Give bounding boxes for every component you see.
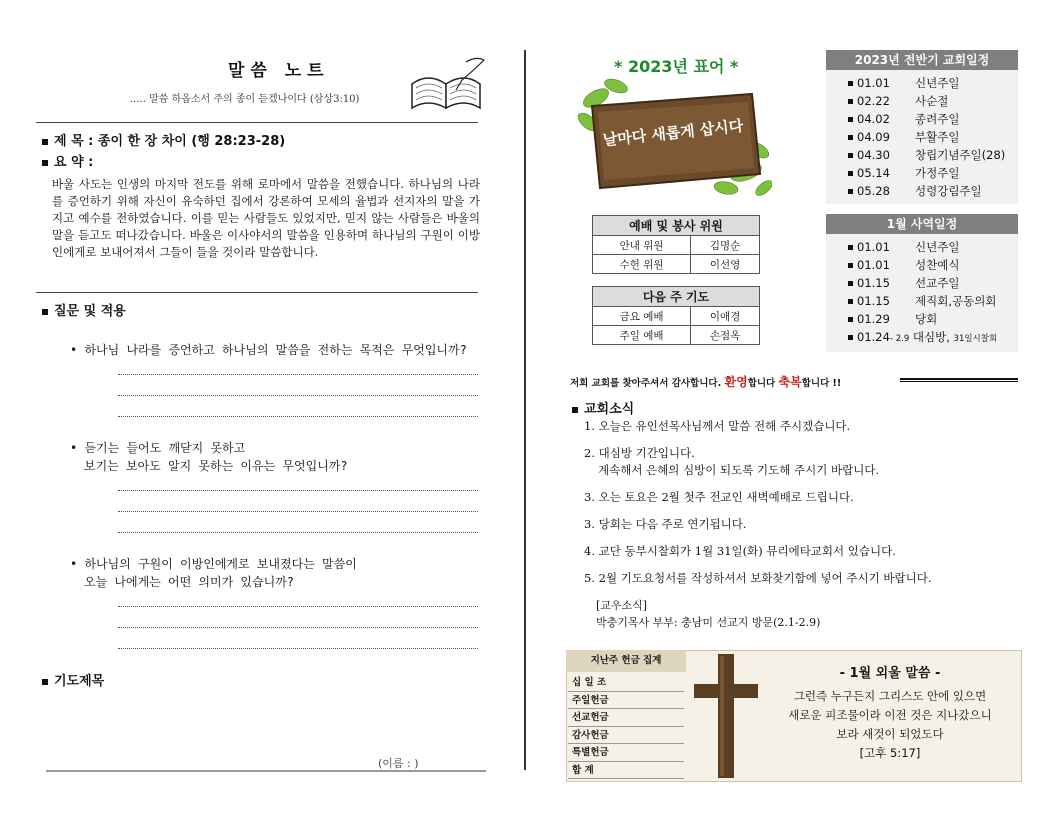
- memory-verse-title: - 1월 외울 말씀 -: [839, 666, 941, 681]
- role-cell: 수헌 위원: [593, 255, 691, 274]
- news-title-row: [572, 398, 634, 417]
- service-table-title: 예배 및 봉사 위원: [593, 216, 760, 236]
- name-cell: 김명순: [691, 236, 760, 255]
- motto-title: * 2023년 표어 *: [614, 57, 739, 76]
- question-2-line-2: 보기는 보아도 알지 못하는 이유는 무엇입니까?: [84, 459, 348, 473]
- memory-verse-line: 새로운 피조물이라 이전 것은 지나갔으니: [788, 708, 992, 722]
- memory-verse: [768, 664, 1012, 763]
- header-rule: [36, 122, 478, 123]
- name-cell: 손점옥: [691, 326, 760, 345]
- schedule-jan-panel: [826, 214, 1018, 352]
- answer-line[interactable]: [118, 627, 478, 628]
- sermon-note-title: 말씀 노트: [228, 61, 330, 81]
- prayer-table-title: 다음 주 기도: [593, 287, 760, 307]
- open-book-icon: [406, 54, 488, 116]
- schedule-jan-title: 1월 사역일정: [826, 214, 1018, 234]
- schedule-h1-panel: [826, 50, 1018, 204]
- bullet-square-icon: [42, 679, 48, 685]
- list-item: 5. 2월 기도요청서를 작성하셔서 보화찾기함에 넣어 주시기 바랍니다.: [584, 571, 932, 585]
- answer-line[interactable]: [118, 490, 478, 491]
- offering-list: [568, 674, 684, 779]
- memory-verse-ref: [고후 5:17]: [859, 746, 921, 760]
- answer-line[interactable]: [118, 374, 478, 375]
- list-item: 01.01 성찬예식: [848, 256, 1018, 274]
- list-item: 01.24- 2.9 대심방, 31일시찰회: [848, 328, 1018, 348]
- list-item: 2. 대심방 기간입니다.: [584, 446, 695, 460]
- prayer-label-row: [42, 670, 104, 689]
- bullet-square-icon: [42, 139, 48, 145]
- sermon-title-row: [42, 130, 285, 149]
- member-news: 박충기목사 부부: 충남미 선교지 방문(2.1-2.9): [596, 616, 821, 629]
- welcome-line: 저희 교회를 찾아주셔서 감사합니다. 환영합니다 축복합니다 !!: [570, 375, 842, 389]
- question-3-line-1: • 하나님의 구원이 이방인에게로 보내졌다는 말씀이: [70, 557, 357, 571]
- bullet-square-icon: [42, 309, 48, 315]
- bullet-icon: [848, 153, 853, 158]
- cross-icon: [690, 652, 762, 780]
- bless-word: 축복: [778, 375, 802, 389]
- sermon-note-verse: ..... 말씀 하옵소서 주의 종이 듣겠나이다 (삼상3:10): [130, 94, 360, 105]
- list-item: 04.30 창립기념주일(28): [848, 146, 1018, 164]
- welcome-rule: [900, 378, 1018, 382]
- bullet-icon: [848, 317, 853, 322]
- list-item: 감사헌금: [568, 727, 684, 745]
- prayer-table: [592, 286, 760, 345]
- bullet-icon: [848, 171, 853, 176]
- list-item: 01.01 신년주일: [848, 238, 1018, 256]
- page-divider: [524, 50, 526, 770]
- answer-line[interactable]: [118, 511, 478, 512]
- list-item: 02.22 사순절: [848, 92, 1018, 110]
- answer-line[interactable]: [118, 395, 478, 396]
- offering-title: 지난주 헌금 집계: [566, 650, 686, 672]
- list-item: 05.28 성령강림주일: [848, 182, 1018, 200]
- bullet-icon: [848, 335, 853, 340]
- schedule-h1-title: 2023년 전반기 교회일정: [826, 50, 1018, 70]
- list-item: 합 계: [568, 762, 684, 780]
- summary-label: 요 약 :: [54, 155, 94, 170]
- list-item: 01.29 당회: [848, 310, 1018, 328]
- bullet-icon: [848, 281, 853, 286]
- sermon-title: 제 목 : 종이 한 장 차이 (행 28:23-28): [54, 134, 286, 149]
- welcome-word: 환영: [724, 375, 748, 389]
- list-item: 01.01 신년주일: [848, 74, 1018, 92]
- name-field-label[interactable]: (이름 : ): [378, 757, 419, 770]
- bullet-icon: [848, 263, 853, 268]
- list-item: 선교헌금: [568, 709, 684, 727]
- questions-label-row: [42, 300, 126, 319]
- list-item: 05.14 가정주일: [848, 164, 1018, 182]
- list-item: 1. 오늘은 유인선목사님께서 말씀 전해 주시겠습니다.: [584, 419, 851, 433]
- member-news-label: [교우소식]: [596, 599, 648, 612]
- list-item: 04.09 부활주일: [848, 128, 1018, 146]
- motto-text: 날마다 새롭게 삽시다: [602, 116, 745, 150]
- bullet-icon: [848, 99, 853, 104]
- list-item: 계속해서 은혜의 심방이 되도록 기도해 주시기 바랍니다.: [598, 463, 880, 477]
- list-item: 4. 교단 동부시찰회가 1월 31일(화) 뮤리에타교회서 있습니다.: [584, 544, 896, 558]
- questions-label: 질문 및 적용: [54, 304, 126, 319]
- list-item: 주일헌금: [568, 692, 684, 710]
- question-2-line-1: • 듣기는 들어도 깨닫지 못하고: [70, 441, 246, 455]
- name-cell: 이선영: [691, 255, 760, 274]
- answer-line[interactable]: [118, 532, 478, 533]
- table-row: [593, 255, 760, 274]
- list-item: 3. 당회는 다음 주로 연기됩니다.: [584, 517, 747, 531]
- summary-text: 바울 사도는 인생의 마지막 전도를 위해 로마에서 말씀을 전했습니다. 하나님의 나라를 증언하기 위해 자신이 유숙하던 집에서 강론하여 모세의 율법과 선지자의 말을 가지고 예수를 전하였습니다. 이를 믿는 사람들도 있었지만, 믿지 않는 사람들은 바울의 말을 듣고도 떠나갔습니다. 바울은 이사야서의 말씀을 인용하며 하나님의 구원이 이방인에게로 보내어져서 그들이 들을 것이라 말씀합니다.: [52, 177, 480, 259]
- role-cell: 안내 위원: [593, 236, 691, 255]
- memory-verse-line: 그런즉 누구든지 그리스도 안에 있으면: [793, 689, 987, 703]
- bullet-square-icon: [42, 160, 48, 166]
- table-row: [593, 307, 760, 326]
- bullet-icon: [848, 299, 853, 304]
- table-row: [593, 236, 760, 255]
- list-item: 01.15 제직회,공동의회: [848, 292, 1018, 310]
- role-cell: 금요 예배: [593, 307, 691, 326]
- bullet-icon: [848, 189, 853, 194]
- bullet-icon: [848, 81, 853, 86]
- table-row: [593, 326, 760, 345]
- list-item: 십 일 조: [568, 674, 684, 692]
- question-1: • 하나님 나라를 증언하고 하나님의 말씀을 전하는 목적은 무엇입니까?: [70, 343, 467, 357]
- news-title: 교회소식: [584, 402, 635, 417]
- memory-verse-line: 보라 새것이 되었도다: [836, 727, 944, 741]
- answer-line[interactable]: [118, 606, 478, 607]
- news-list: [584, 416, 1004, 631]
- role-cell: 주일 예배: [593, 326, 691, 345]
- section-rule: [36, 292, 478, 293]
- bullet-square-icon: [572, 407, 578, 413]
- list-item: 04.02 종려주일: [848, 110, 1018, 128]
- list-item: 특별헌금: [568, 744, 684, 762]
- answer-line[interactable]: [118, 416, 478, 417]
- list-item: 3. 오는 토요은 2월 첫주 전교인 새벽예배로 드립니다.: [584, 490, 854, 504]
- bullet-icon: [848, 245, 853, 250]
- summary-label-row: [42, 151, 93, 170]
- bullet-icon: [848, 117, 853, 122]
- prayer-label: 기도제목: [54, 674, 105, 689]
- footer-rule: [46, 770, 486, 772]
- list-item: 01.15 선교주일: [848, 274, 1018, 292]
- name-cell: 이애경: [691, 307, 760, 326]
- bullet-icon: [848, 135, 853, 140]
- question-3-line-2: 오늘 나에게는 어떤 의미가 있습니까?: [84, 575, 295, 589]
- service-table: [592, 215, 760, 274]
- answer-line[interactable]: [118, 648, 478, 649]
